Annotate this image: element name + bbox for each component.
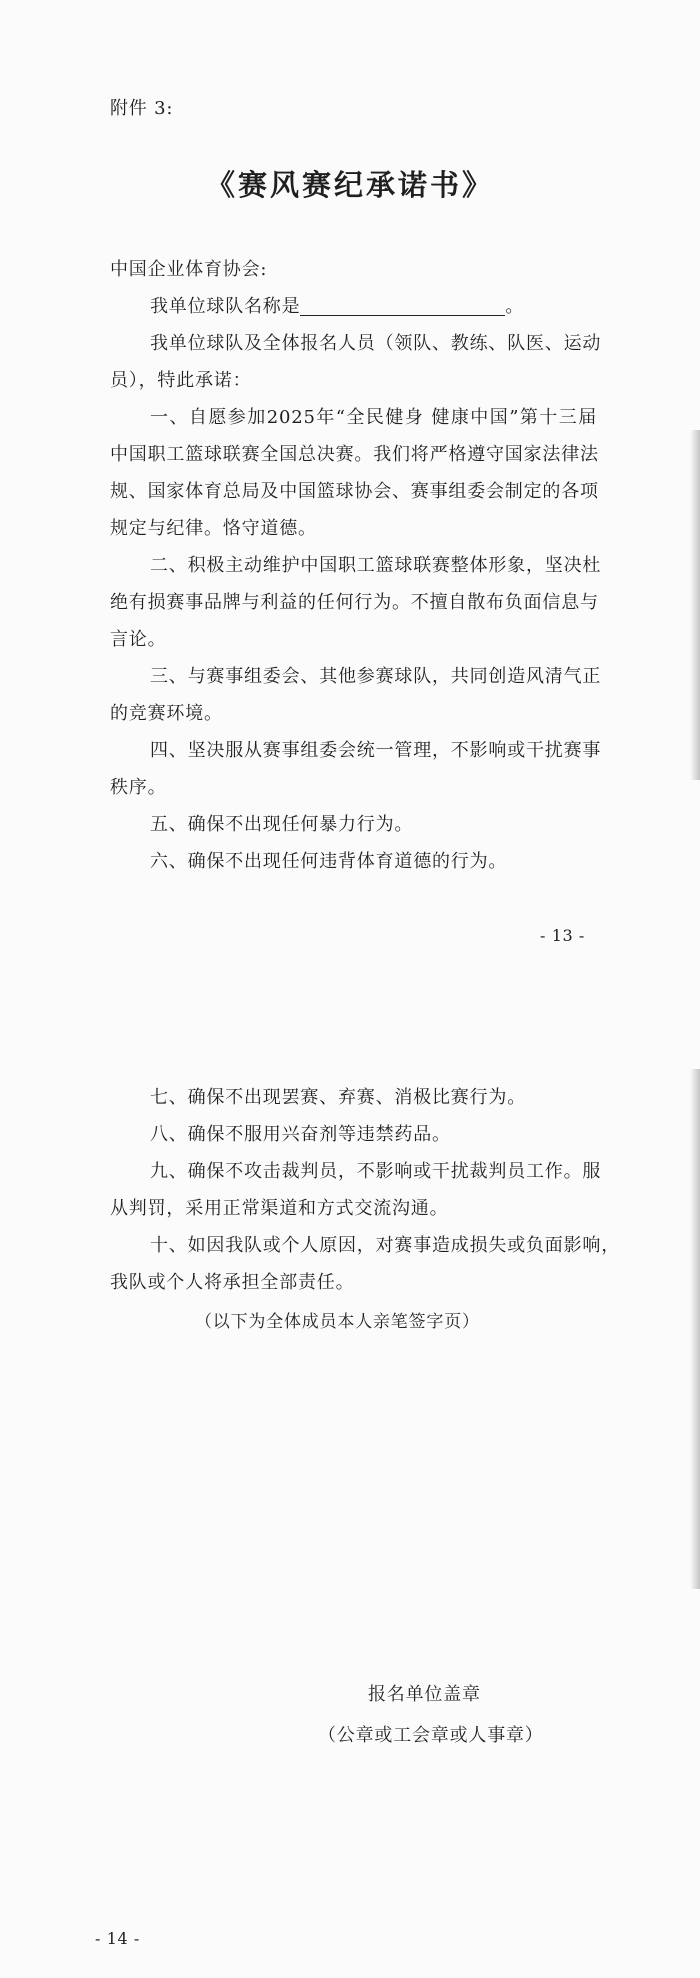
item-8: 八、确保不服用兴奋剂等违禁药品。 <box>150 1124 451 1145</box>
team-name-prefix: 我单位球队名称是 <box>150 296 301 317</box>
page-number: - 13 - <box>540 926 585 945</box>
intro-line-2: 员），特此承诺： <box>110 370 252 391</box>
item-1-line-4: 规定与纪律。恪守道德。 <box>110 518 317 539</box>
item-2-line-3: 言论。 <box>110 629 167 650</box>
item-2-line-2: 绝有损赛事品牌与利益的任何行为。不擅自散布负面信息与 <box>110 592 599 613</box>
item-4-line-1: 四、坚决服从赛事组委会统一管理，不影响或干扰赛事 <box>150 740 602 761</box>
item-3-line-2: 的竞赛环境。 <box>110 703 223 724</box>
addressee: 中国企业体育协会: <box>110 259 268 280</box>
item-10-line-1: 十、如因我队或个人原因，对赛事造成损失或负面影响， <box>150 1235 620 1256</box>
item-1-line-2: 中国职工篮球联赛全国总决赛。我们将严格遵守国家法律法 <box>110 444 599 465</box>
item-1-line-1: 一、自愿参加2025年“全民健身 健康中国”第十三届 <box>150 407 597 428</box>
team-name-suffix: 。 <box>505 296 525 317</box>
item-4-line-2: 秩序。 <box>110 777 167 798</box>
item-5: 五、确保不出现任何暴力行为。 <box>150 814 414 835</box>
document-page-14 <box>0 989 700 1978</box>
item-3-line-1: 三、与赛事组委会、其他参赛球队，共同创造风清气正 <box>150 666 602 687</box>
seal-label: 报名单位盖章 <box>368 1684 481 1705</box>
item-10-line-2: 我队或个人将承担全部责任。 <box>110 1272 355 1293</box>
scan-edge-shadow <box>690 1069 700 1589</box>
item-2-line-1: 二、积极主动维护中国职工篮球联赛整体形象，坚决杜 <box>150 555 602 576</box>
signature-page-note: （以下为全体成员本人亲笔签字页） <box>195 1312 480 1332</box>
attachment-label: 附件 3: <box>110 98 174 119</box>
item-9-line-1: 九、确保不攻击裁判员，不影响或干扰裁判员工作。服 <box>150 1161 602 1182</box>
page-number: - 14 - <box>95 1929 140 1948</box>
team-name-line <box>150 293 524 321</box>
item-9-line-2: 从判罚，采用正常渠道和方式交流沟通。 <box>110 1198 449 1219</box>
team-name-blank-field[interactable] <box>300 295 505 316</box>
item-6: 六、确保不出现任何违背体育道德的行为。 <box>150 851 508 872</box>
intro-line-1: 我单位球队及全体报名人员（领队、教练、队医、运动 <box>150 333 602 354</box>
seal-note: （公章或工会章或人事章） <box>318 1725 544 1746</box>
scan-edge-shadow <box>690 430 700 780</box>
item-7: 七、确保不出现罢赛、弃赛、消极比赛行为。 <box>150 1087 526 1108</box>
item-1-line-3: 规、国家体育总局及中国篮球协会、赛事组委会制定的各项 <box>110 481 599 502</box>
document-title: 《赛风赛纪承诺书》 <box>205 168 494 202</box>
